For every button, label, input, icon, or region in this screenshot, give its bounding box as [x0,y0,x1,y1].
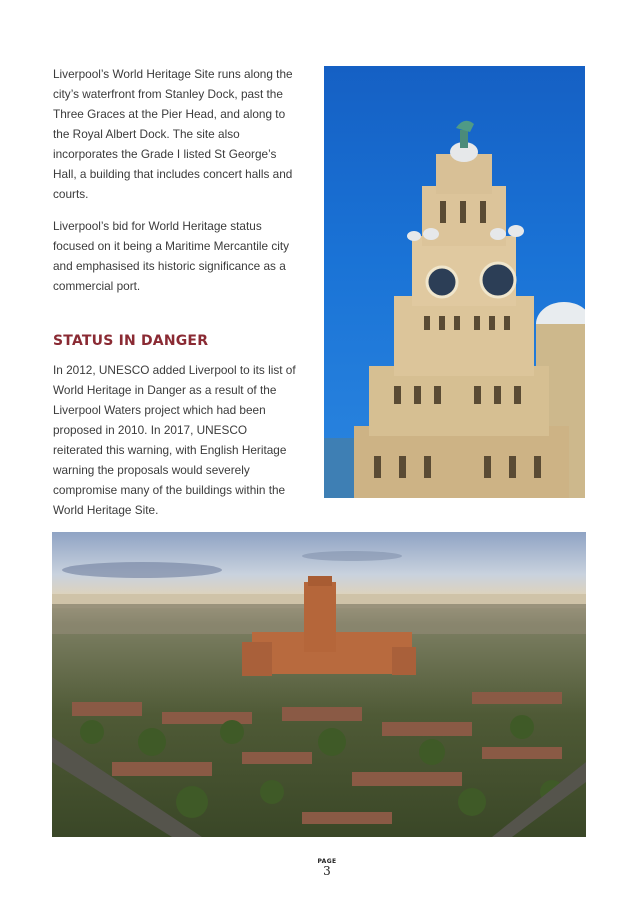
section-heading: STATUS IN DANGER [53,333,209,349]
section-paragraph: In 2012, UNESCO added Liverpool to its list of World Heritage in Danger as a result of the Liverpool Waters project which had been proposed in 2010. In 2017, UNESCO reiterated this warning, with English Heritage warning the proposals would severely compromise many of the buildings within the World Heritage Site. [53,363,296,517]
intro-paragraph-2: Liverpool’s bid for World Heritage status focused on it being a Maritime Mercantile city and emphasised its historic significance as a commercial port. [53,219,290,293]
page-number: 3 [323,864,331,878]
intro-paragraph-1: Liverpool’s World Heritage Site runs along the city’s waterfront from Stanley Dock, past the Three Graces at the Pier Head, and along to the Royal Albert Dock. The site also incorporates the Grade I listed St George’s Hall, a building that includes concert halls and courts. [53,67,293,201]
liverpool-cathedral-aerial-photo [52,532,586,837]
page-word: PAGE [317,858,337,865]
page-number-label [315,858,339,877]
text-column [53,64,298,532]
royal-liver-building-photo [324,66,585,498]
